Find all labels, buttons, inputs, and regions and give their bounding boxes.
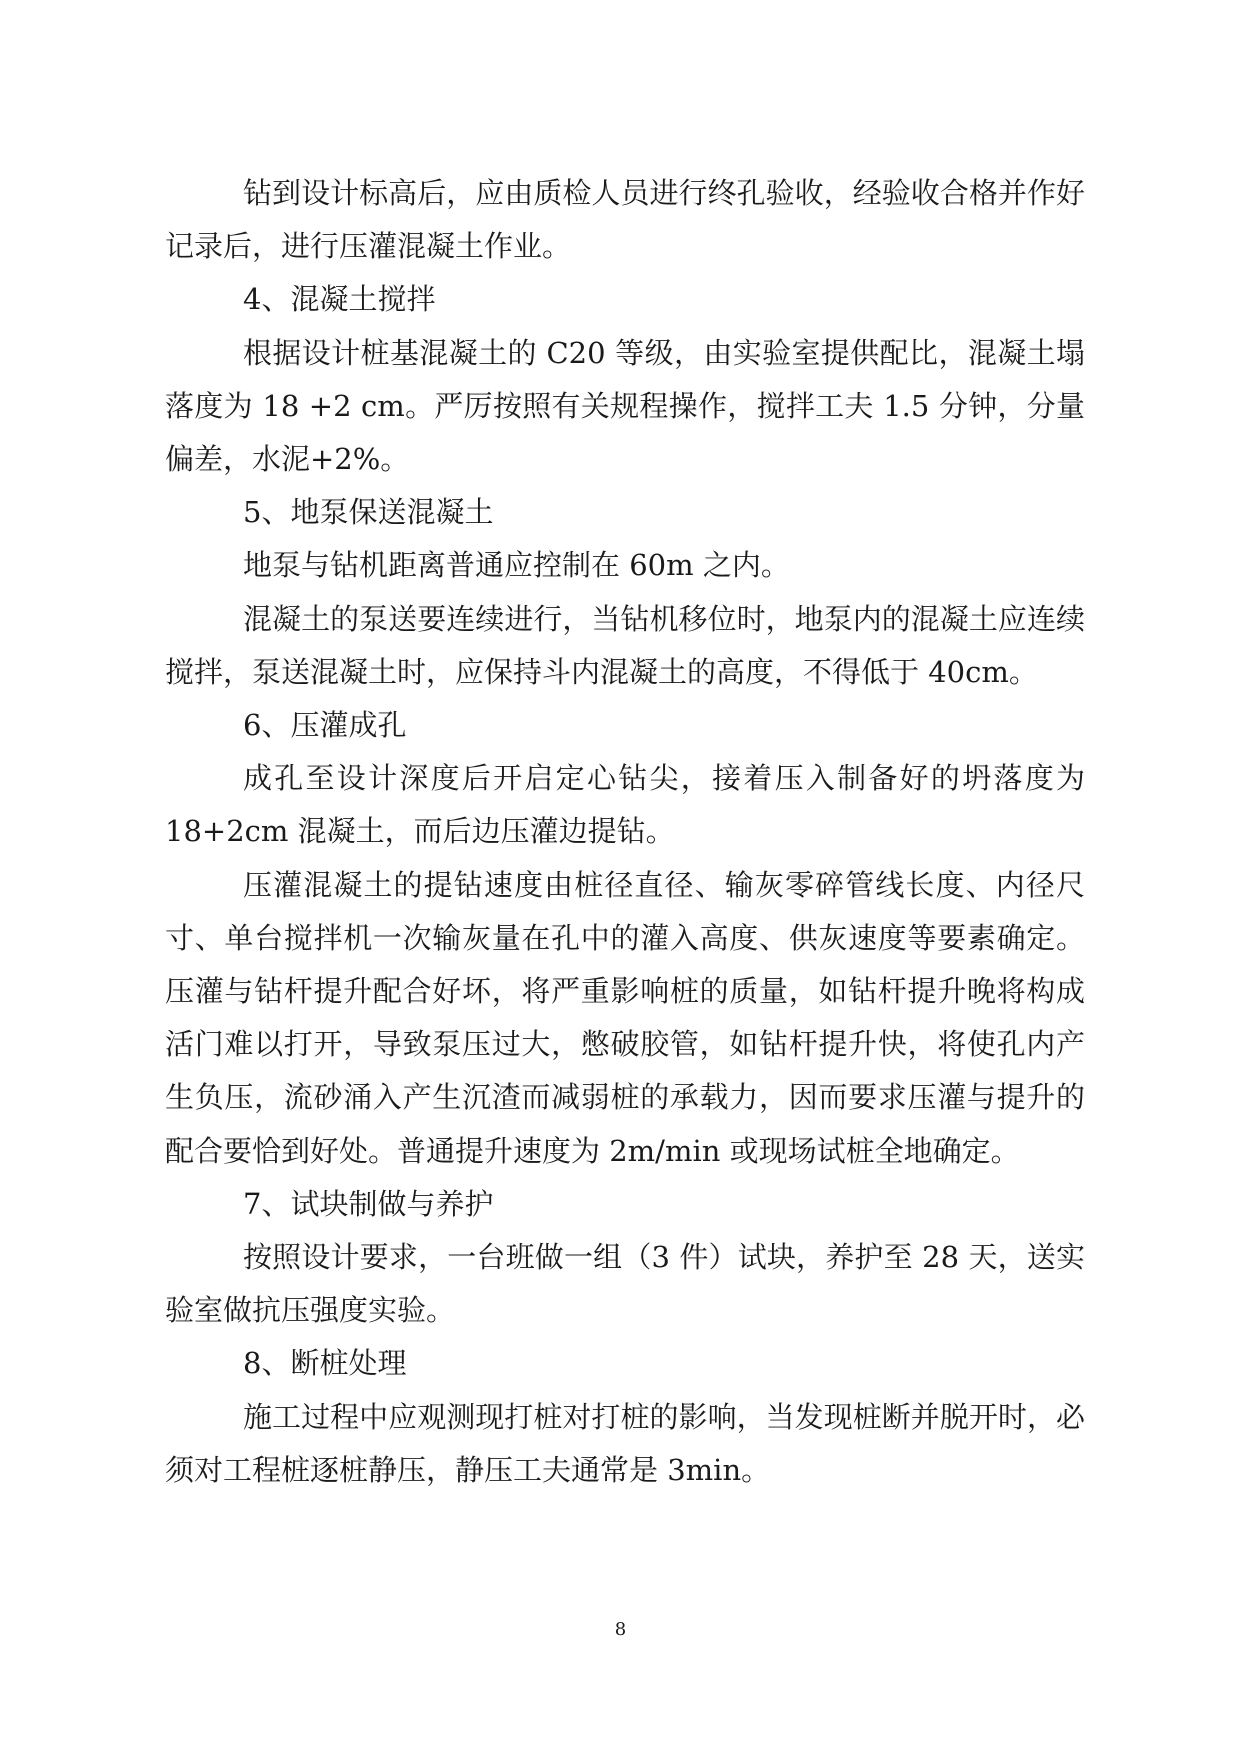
heading-concrete-mixing: 4、混凝土搅拌 (243, 282, 436, 317)
paragraph-continuous-pumping: 混凝土的泵送要连续进行，当钻机移位时，地泵内的混凝土应连续搅拌，泵送混凝土时，应保持斗内混凝土的高度，不得低于 40cm。 (165, 601, 1085, 689)
heading-broken-pile: 8、断桩处理 (243, 1346, 407, 1381)
paragraph-hole-forming: 成孔至设计深度后开启定心钻尖，接着压入制备好的坍落度为 18+2cm 混凝土，而后边压灌边提钻。 (165, 761, 1085, 849)
paragraph-test-blocks: 按照设计要求，一台班做一组（3 件）试块，养护至 28 天，送实验室做抗压强度实验。 (165, 1240, 1085, 1328)
paragraph-final-hole-acceptance: 钻到设计标高后，应由质检人员进行终孔验收，经验收合格并作好记录后，进行压灌混凝土作业。 (165, 176, 1085, 264)
heading-ground-pump: 5、地泵保送混凝土 (243, 495, 494, 530)
heading-pressure-grouting: 6、压灌成孔 (243, 708, 407, 743)
paragraph-pump-distance: 地泵与钻机距离普通应控制在 60m 之内。 (243, 548, 790, 583)
paragraph-lifting-speed: 压灌混凝土的提钻速度由桩径直径、输灰零碎管线长度、内径尺寸、单台搅拌机一次输灰量在孔中的灌入高度、供灰速度等要素确定。压灌与钻杆提升配合好坏，将严重影响桩的质量，如钻杆提升晚将构成活门难以打开，导致泵压过大，憋破胶管，如钻杆提升快，将使孔内产生负压，流砂涌入产生沉渣而减弱桩的承载力，因而要求压灌与提升的配合要恰到好处。普通提升速度为 2m/min 或现场试桩全地确定。 (165, 867, 1085, 1168)
heading-test-blocks: 7、试块制做与养护 (243, 1186, 494, 1221)
paragraph-concrete-mixing: 根据设计桩基混凝土的 C20 等级，由实验室提供配比，混凝土塌落度为 18 +2 cm。严厉按照有关规程操作，搅拌工夫 1.5 分钟，分量偏差，水泥+2%。 (165, 335, 1085, 477)
paragraph-broken-pile: 施工过程中应观测现打桩对打桩的影响，当发现桩断并脱开时，必须对工程桩逐桩静压，静压工夫通常是 3min。 (165, 1399, 1085, 1487)
document-body (165, 167, 1085, 1497)
page-number: 8 (614, 1619, 627, 1640)
